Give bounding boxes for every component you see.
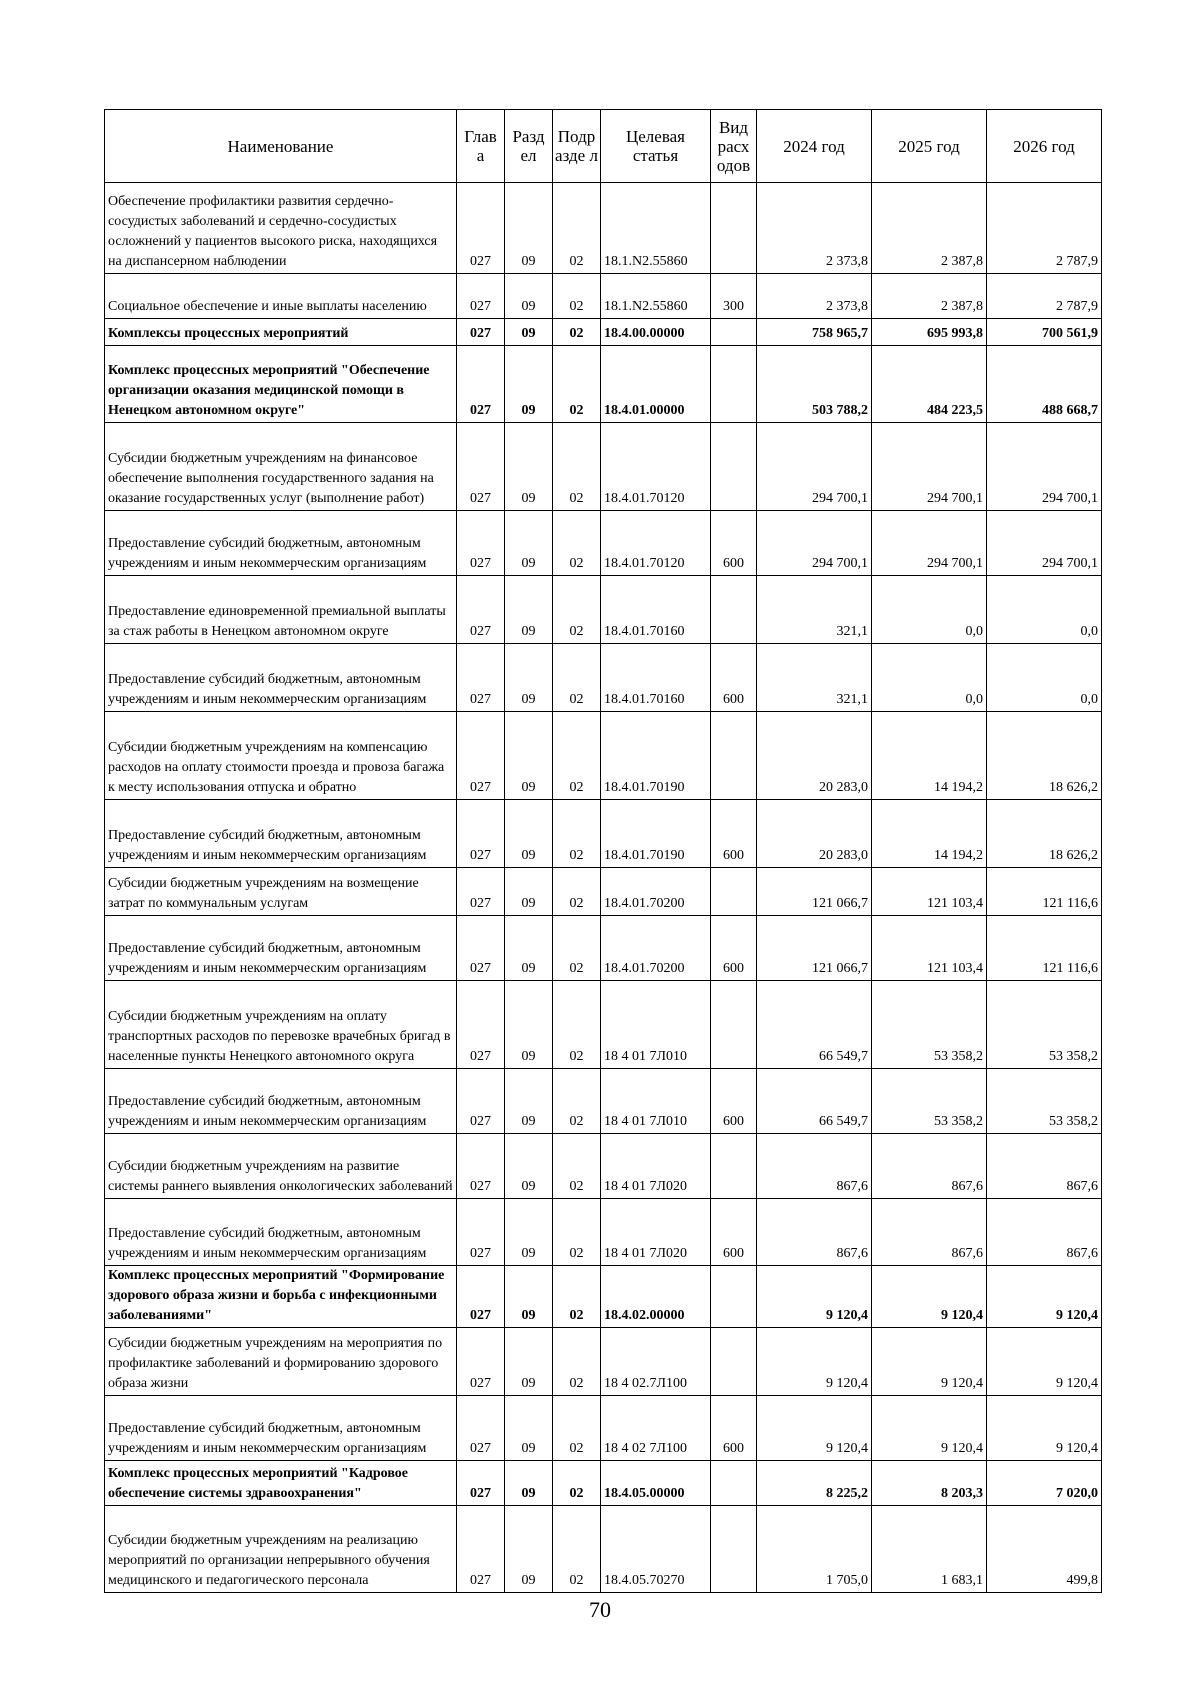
cell-y2024: 121 066,7 <box>757 868 872 916</box>
cell-y2025: 2 387,8 <box>872 274 987 319</box>
cell-article: 18.1.N2.55860 <box>601 183 711 274</box>
cell-article: 18.4.01.70200 <box>601 916 711 981</box>
cell-article: 18.4.05.00000 <box>601 1461 711 1506</box>
cell-chapter: 027 <box>457 712 505 800</box>
cell-y2026: 2 787,9 <box>987 274 1102 319</box>
cell-section: 09 <box>505 868 553 916</box>
cell-subsection: 02 <box>553 1069 601 1134</box>
cell-y2025: 53 358,2 <box>872 1069 987 1134</box>
cell-chapter: 027 <box>457 183 505 274</box>
cell-y2024: 321,1 <box>757 576 872 644</box>
cell-chapter: 027 <box>457 1266 505 1328</box>
cell-chapter: 027 <box>457 981 505 1069</box>
table-row <box>105 1199 1102 1266</box>
table-row <box>105 423 1102 511</box>
cell-article: 18.4.01.70120 <box>601 511 711 576</box>
cell-y2024: 66 549,7 <box>757 1069 872 1134</box>
cell-y2026: 121 116,6 <box>987 868 1102 916</box>
cell-section: 09 <box>505 644 553 712</box>
cell-chapter: 027 <box>457 644 505 712</box>
cell-y2026: 9 120,4 <box>987 1396 1102 1461</box>
cell-y2025: 9 120,4 <box>872 1328 987 1396</box>
cell-article: 18.4.01.70160 <box>601 644 711 712</box>
cell-name: Комплекс процессных мероприятий "Кадровое обеспечение системы здравоохранения" <box>105 1461 457 1506</box>
cell-y2024: 9 120,4 <box>757 1328 872 1396</box>
cell-y2025: 484 223,5 <box>872 346 987 423</box>
cell-section: 09 <box>505 1266 553 1328</box>
table-row <box>105 576 1102 644</box>
cell-y2024: 1 705,0 <box>757 1506 872 1593</box>
cell-article: 18 4 02.7Л100 <box>601 1328 711 1396</box>
table-row <box>105 1396 1102 1461</box>
cell-type <box>711 1506 757 1593</box>
cell-subsection: 02 <box>553 511 601 576</box>
cell-y2024: 867,6 <box>757 1199 872 1266</box>
cell-article: 18 4 02 7Л100 <box>601 1396 711 1461</box>
cell-type: 600 <box>711 1069 757 1134</box>
header-2025: 2025 год <box>872 110 987 183</box>
cell-subsection: 02 <box>553 183 601 274</box>
cell-y2025: 294 700,1 <box>872 511 987 576</box>
cell-name: Предоставление субсидий бюджетным, автономным учреждениям и иным некоммерческим организациям <box>105 800 457 868</box>
cell-subsection: 02 <box>553 800 601 868</box>
cell-y2024: 9 120,4 <box>757 1266 872 1328</box>
cell-article: 18.4.01.70160 <box>601 576 711 644</box>
cell-y2026: 53 358,2 <box>987 1069 1102 1134</box>
cell-y2025: 9 120,4 <box>872 1396 987 1461</box>
cell-chapter: 027 <box>457 868 505 916</box>
cell-y2024: 121 066,7 <box>757 916 872 981</box>
cell-subsection: 02 <box>553 644 601 712</box>
cell-y2026: 7 020,0 <box>987 1461 1102 1506</box>
cell-section: 09 <box>505 423 553 511</box>
table-row <box>105 1506 1102 1593</box>
cell-type <box>711 868 757 916</box>
cell-y2024: 66 549,7 <box>757 981 872 1069</box>
cell-chapter: 027 <box>457 346 505 423</box>
cell-chapter: 027 <box>457 1199 505 1266</box>
cell-name: Предоставление субсидий бюджетным, автономным учреждениям и иным некоммерческим организациям <box>105 1069 457 1134</box>
cell-subsection: 02 <box>553 1461 601 1506</box>
cell-type <box>711 183 757 274</box>
cell-subsection: 02 <box>553 868 601 916</box>
cell-article: 18.4.01.00000 <box>601 346 711 423</box>
cell-type: 600 <box>711 511 757 576</box>
cell-name: Субсидии бюджетным учреждениям на оплату транспортных расходов по перевозке врачебных бригад в населенные пункты Ненецкого автономного округа <box>105 981 457 1069</box>
cell-name: Предоставление субсидий бюджетным, автономным учреждениям и иным некоммерческим организациям <box>105 1199 457 1266</box>
cell-section: 09 <box>505 1069 553 1134</box>
cell-section: 09 <box>505 1396 553 1461</box>
cell-article: 18.4.01.70190 <box>601 712 711 800</box>
cell-section: 09 <box>505 319 553 346</box>
cell-article: 18 4 01 7Л010 <box>601 981 711 1069</box>
cell-y2025: 867,6 <box>872 1199 987 1266</box>
cell-type <box>711 423 757 511</box>
cell-type <box>711 1134 757 1199</box>
cell-y2024: 2 373,8 <box>757 274 872 319</box>
cell-subsection: 02 <box>553 274 601 319</box>
cell-chapter: 027 <box>457 1461 505 1506</box>
cell-name: Комплексы процессных мероприятий <box>105 319 457 346</box>
table-row <box>105 868 1102 916</box>
cell-type: 600 <box>711 916 757 981</box>
cell-subsection: 02 <box>553 712 601 800</box>
cell-type <box>711 1266 757 1328</box>
table-row <box>105 916 1102 981</box>
cell-name: Субсидии бюджетным учреждениям на развитие системы раннего выявления онкологических заболеваний <box>105 1134 457 1199</box>
header-name: Наименование <box>105 110 457 183</box>
cell-section: 09 <box>505 981 553 1069</box>
cell-subsection: 02 <box>553 576 601 644</box>
cell-name: Предоставление субсидий бюджетным, автономным учреждениям и иным некоммерческим организациям <box>105 511 457 576</box>
cell-section: 09 <box>505 916 553 981</box>
cell-section: 09 <box>505 800 553 868</box>
cell-type: 600 <box>711 800 757 868</box>
cell-chapter: 027 <box>457 511 505 576</box>
cell-y2026: 0,0 <box>987 576 1102 644</box>
cell-type: 600 <box>711 644 757 712</box>
cell-y2024: 8 225,2 <box>757 1461 872 1506</box>
header-2026: 2026 год <box>987 110 1102 183</box>
table-row <box>105 981 1102 1069</box>
cell-name: Субсидии бюджетным учреждениям на реализацию мероприятий по организации непрерывного обучения медицинского и педагогического персонала <box>105 1506 457 1593</box>
cell-chapter: 027 <box>457 274 505 319</box>
cell-article: 18.4.01.70190 <box>601 800 711 868</box>
cell-chapter: 027 <box>457 1134 505 1199</box>
page-number: 70 <box>589 1597 611 1622</box>
table-row <box>105 644 1102 712</box>
cell-y2025: 14 194,2 <box>872 800 987 868</box>
cell-chapter: 027 <box>457 576 505 644</box>
cell-y2025: 8 203,3 <box>872 1461 987 1506</box>
cell-section: 09 <box>505 576 553 644</box>
cell-section: 09 <box>505 1506 553 1593</box>
cell-type <box>711 319 757 346</box>
cell-y2026: 0,0 <box>987 644 1102 712</box>
cell-y2025: 121 103,4 <box>872 868 987 916</box>
cell-y2026: 499,8 <box>987 1506 1102 1593</box>
cell-name: Предоставление субсидий бюджетным, автономным учреждениям и иным некоммерческим организациям <box>105 1396 457 1461</box>
header-article: Целевая статья <box>601 110 711 183</box>
cell-subsection: 02 <box>553 1328 601 1396</box>
table-row <box>105 800 1102 868</box>
table-row <box>105 274 1102 319</box>
table-body <box>105 183 1102 1593</box>
cell-chapter: 027 <box>457 1396 505 1461</box>
cell-name: Субсидии бюджетным учреждениям на финансовое обеспечение выполнения государственного задания на оказание государственных услуг (выполнение работ) <box>105 423 457 511</box>
table-row <box>105 511 1102 576</box>
cell-subsection: 02 <box>553 423 601 511</box>
cell-name: Обеспечение профилактики развития сердечно-сосудистых заболеваний и сердечно-сосудистых осложнений у пациентов высокого риска, находящихся на диспансерном наблюдении <box>105 183 457 274</box>
cell-section: 09 <box>505 1461 553 1506</box>
cell-chapter: 027 <box>457 800 505 868</box>
header-row <box>105 110 1102 183</box>
cell-article: 18.4.00.00000 <box>601 319 711 346</box>
table-row <box>105 183 1102 274</box>
cell-subsection: 02 <box>553 1396 601 1461</box>
cell-chapter: 027 <box>457 916 505 981</box>
header-2024: 2024 год <box>757 110 872 183</box>
cell-subsection: 02 <box>553 1266 601 1328</box>
cell-chapter: 027 <box>457 319 505 346</box>
cell-y2024: 294 700,1 <box>757 511 872 576</box>
cell-y2026: 53 358,2 <box>987 981 1102 1069</box>
header-subsection: Подр азде л <box>553 110 601 183</box>
table-row <box>105 346 1102 423</box>
cell-y2024: 20 283,0 <box>757 712 872 800</box>
cell-type: 600 <box>711 1199 757 1266</box>
cell-name: Комплекс процессных мероприятий "Обеспечение организации оказания медицинской помощи в Ненецком автономном округе" <box>105 346 457 423</box>
cell-subsection: 02 <box>553 1506 601 1593</box>
cell-y2025: 0,0 <box>872 576 987 644</box>
cell-chapter: 027 <box>457 1328 505 1396</box>
cell-section: 09 <box>505 1199 553 1266</box>
cell-y2025: 695 993,8 <box>872 319 987 346</box>
cell-type <box>711 981 757 1069</box>
cell-y2025: 9 120,4 <box>872 1266 987 1328</box>
cell-type <box>711 1328 757 1396</box>
cell-subsection: 02 <box>553 319 601 346</box>
cell-section: 09 <box>505 511 553 576</box>
cell-type <box>711 576 757 644</box>
cell-y2026: 18 626,2 <box>987 712 1102 800</box>
cell-subsection: 02 <box>553 346 601 423</box>
cell-y2026: 867,6 <box>987 1134 1102 1199</box>
cell-y2025: 867,6 <box>872 1134 987 1199</box>
cell-subsection: 02 <box>553 916 601 981</box>
cell-section: 09 <box>505 183 553 274</box>
cell-section: 09 <box>505 1328 553 1396</box>
cell-type <box>711 712 757 800</box>
cell-article: 18.4.01.70120 <box>601 423 711 511</box>
cell-y2026: 294 700,1 <box>987 423 1102 511</box>
cell-name: Предоставление субсидий бюджетным, автономным учреждениям и иным некоммерческим организациям <box>105 916 457 981</box>
cell-subsection: 02 <box>553 981 601 1069</box>
cell-article: 18 4 01 7Л020 <box>601 1199 711 1266</box>
table-row <box>105 712 1102 800</box>
cell-y2024: 867,6 <box>757 1134 872 1199</box>
table-row <box>105 1134 1102 1199</box>
cell-type: 300 <box>711 274 757 319</box>
cell-y2024: 2 373,8 <box>757 183 872 274</box>
cell-section: 09 <box>505 1134 553 1199</box>
cell-name: Субсидии бюджетным учреждениям на компенсацию расходов на оплату стоимости проезда и провоза багажа к месту использования отпуска и обратно <box>105 712 457 800</box>
cell-article: 18.1.N2.55860 <box>601 274 711 319</box>
cell-y2024: 294 700,1 <box>757 423 872 511</box>
cell-y2026: 700 561,9 <box>987 319 1102 346</box>
cell-y2024: 321,1 <box>757 644 872 712</box>
cell-y2026: 488 668,7 <box>987 346 1102 423</box>
cell-name: Субсидии бюджетным учреждениям на возмещение затрат по коммунальным услугам <box>105 868 457 916</box>
cell-name: Социальное обеспечение и иные выплаты населению <box>105 274 457 319</box>
cell-y2025: 121 103,4 <box>872 916 987 981</box>
cell-y2026: 294 700,1 <box>987 511 1102 576</box>
cell-article: 18 4 01 7Л020 <box>601 1134 711 1199</box>
header-section: Разд ел <box>505 110 553 183</box>
cell-y2026: 18 626,2 <box>987 800 1102 868</box>
cell-type: 600 <box>711 1396 757 1461</box>
cell-name: Комплекс процессных мероприятий "Формирование здорового образа жизни и борьба с инфекционными заболеваниями" <box>105 1266 457 1328</box>
cell-article: 18 4 01 7Л010 <box>601 1069 711 1134</box>
table-row <box>105 1266 1102 1328</box>
table-row <box>105 1328 1102 1396</box>
cell-section: 09 <box>505 346 553 423</box>
cell-y2025: 1 683,1 <box>872 1506 987 1593</box>
cell-article: 18.4.02.00000 <box>601 1266 711 1328</box>
cell-type <box>711 346 757 423</box>
header-chapter: Глав а <box>457 110 505 183</box>
cell-section: 09 <box>505 712 553 800</box>
header-type: Вид расх одов <box>711 110 757 183</box>
cell-name: Субсидии бюджетным учреждениям на мероприятия по профилактике заболеваний и формированию здорового образа жизни <box>105 1328 457 1396</box>
cell-y2024: 503 788,2 <box>757 346 872 423</box>
cell-y2026: 9 120,4 <box>987 1328 1102 1396</box>
cell-y2025: 14 194,2 <box>872 712 987 800</box>
cell-chapter: 027 <box>457 1069 505 1134</box>
cell-y2025: 0,0 <box>872 644 987 712</box>
cell-y2024: 20 283,0 <box>757 800 872 868</box>
cell-y2026: 9 120,4 <box>987 1266 1102 1328</box>
table-row <box>105 319 1102 346</box>
cell-y2024: 9 120,4 <box>757 1396 872 1461</box>
table-row <box>105 1461 1102 1506</box>
cell-name: Предоставление единовременной премиальной выплаты за стаж работы в Ненецком автономном округе <box>105 576 457 644</box>
cell-y2024: 758 965,7 <box>757 319 872 346</box>
cell-subsection: 02 <box>553 1134 601 1199</box>
cell-section: 09 <box>505 274 553 319</box>
cell-chapter: 027 <box>457 1506 505 1593</box>
budget-table <box>104 109 1102 1593</box>
cell-y2025: 294 700,1 <box>872 423 987 511</box>
cell-y2025: 2 387,8 <box>872 183 987 274</box>
cell-y2025: 53 358,2 <box>872 981 987 1069</box>
table-row <box>105 1069 1102 1134</box>
cell-y2026: 121 116,6 <box>987 916 1102 981</box>
cell-y2026: 867,6 <box>987 1199 1102 1266</box>
cell-chapter: 027 <box>457 423 505 511</box>
cell-name: Предоставление субсидий бюджетным, автономным учреждениям и иным некоммерческим организациям <box>105 644 457 712</box>
cell-type <box>711 1461 757 1506</box>
cell-subsection: 02 <box>553 1199 601 1266</box>
cell-article: 18.4.05.70270 <box>601 1506 711 1593</box>
cell-y2026: 2 787,9 <box>987 183 1102 274</box>
cell-article: 18.4.01.70200 <box>601 868 711 916</box>
